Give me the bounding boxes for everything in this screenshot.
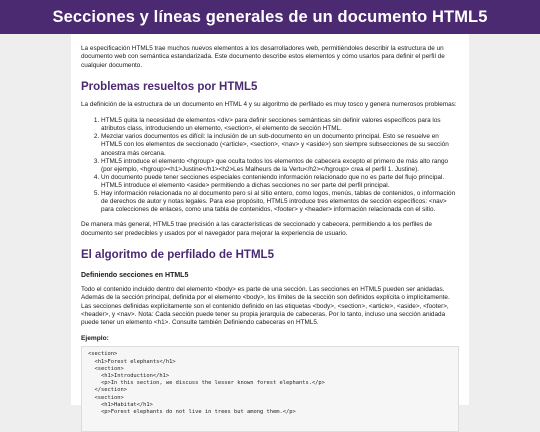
code-line: <h1>Introduction</h1> <box>88 373 170 379</box>
section-heading-algorithm: El algoritmo de perfilado de HTML5 <box>81 248 274 261</box>
algorithm-body-paragraph: Todo el contenido incluido dentro del elemento <body> es parte de una sección. Las secciones en HTML5 pueden ser anidadas. Además de la sección principal, definida por el elemento <body>, los límites de la sección son definidos explícita o implícitamente. Las secciones definidas explícitamente son el contenido definido en las etiquetas <body>, <section>, <article>, <aside>, <footer>, <header>, y <nav>. Nota: Cada sección puede tener su propia jerarquía de cabeceras. Por lo tanto, incluso una sección anidada puede tener un elemento <h1>. Consulte también Definiendo cabeceras en HTML5. <box>81 285 450 327</box>
code-line: <h1>Forest elephants</h1> <box>88 358 176 365</box>
page-header <box>0 0 540 34</box>
code-example <box>81 346 459 432</box>
problems-list <box>81 117 459 214</box>
subheading-defining-sections: Definiendo secciones en HTML5 <box>81 271 189 279</box>
code-line: <h1>Habitat</h1> <box>88 401 153 408</box>
list-item: 1. HTML5 quita la necesidad de elementos <div> para definir secciones semánticas sin definir valores específicos para los atributos class, introduciendo un elemento, <section>, el elemento de sección HTML. <box>101 117 459 133</box>
code-line: <p>Forest elephants do not live in trees but among them.</p> <box>88 409 296 416</box>
code-line: <section> <box>88 351 118 358</box>
code-line: <section> <box>88 365 124 372</box>
code-line: </section> <box>88 387 127 394</box>
problems-summary-paragraph: De manera más general, HTML5 trae precisión a las características de seccionado y cabecera, permitiendo a los perfiles de documento ser predecibles y usados por el navegador para mejorar la experiencia de usuario. <box>81 221 432 237</box>
document-body <box>71 34 469 416</box>
example-label: Ejemplo: <box>81 335 109 343</box>
list-item: 3. HTML5 introduce el elemento <hgroup> que oculta todos los elementos de cabecera excepto el primero de más alto rango (por ejemplo, <hgroup><h1>Justine</h1><h2>Les Malheurs de la Vertu</h2></hgroup> crea el perfil 1. Justine). <box>101 158 459 174</box>
page-title: Secciones y líneas generales de un documento HTML5 <box>52 7 488 26</box>
list-item: 2. Mezclar varios documentos es difícil: la inclusión de un sub-documento en un documento principal. Esto se resuelve en HTML5 con los elementos de seccionado (<article>, <section>, <nav> y <aside>) son siempre subsecciones de su sección ancestra más cercana. <box>101 133 459 157</box>
list-item: 5. Hay información relacionada no al documento pero sí al sitio entero, como logos, menús, tablas de contenidos, o información de derechos de autor y notas legales. Para ese propósito, HTML5 introduce tres elementos de sección específicos: <nav> para colecciones de enlaces, como una tabla de contenidos, <footer> y <header> información relacionada con el sitio. <box>101 190 459 214</box>
code-line: <section> <box>88 394 124 401</box>
list-item: 4. Un documento puede tener secciones especiales conteniendo información relacionado que no es parte del flujo principal. HTML5 introduce el elemento <aside> permitiendo a dichas secciones no ser parte del perfil principal. <box>101 174 459 190</box>
problems-lead-paragraph: La definición de la estructura de un documento en HTML 4 y su algoritmo de perfilado es muy tosco y genera numerosos problemas: <box>81 100 457 108</box>
intro-paragraph: La especificación HTML5 trae muchos nuevos elementos a los desarrolladores web, permitiéndoles describir la estructura de un documento web con semántica estandarizada. Este documento describe estos elementos y cómo usarlos para definir el perfil de cualquier documento. <box>81 45 445 69</box>
section-heading-problems: Problemas resueltos por HTML5 <box>81 80 258 93</box>
code-line: <p>In this section, we discuss the lesser known forest elephants.</p> <box>88 380 325 387</box>
